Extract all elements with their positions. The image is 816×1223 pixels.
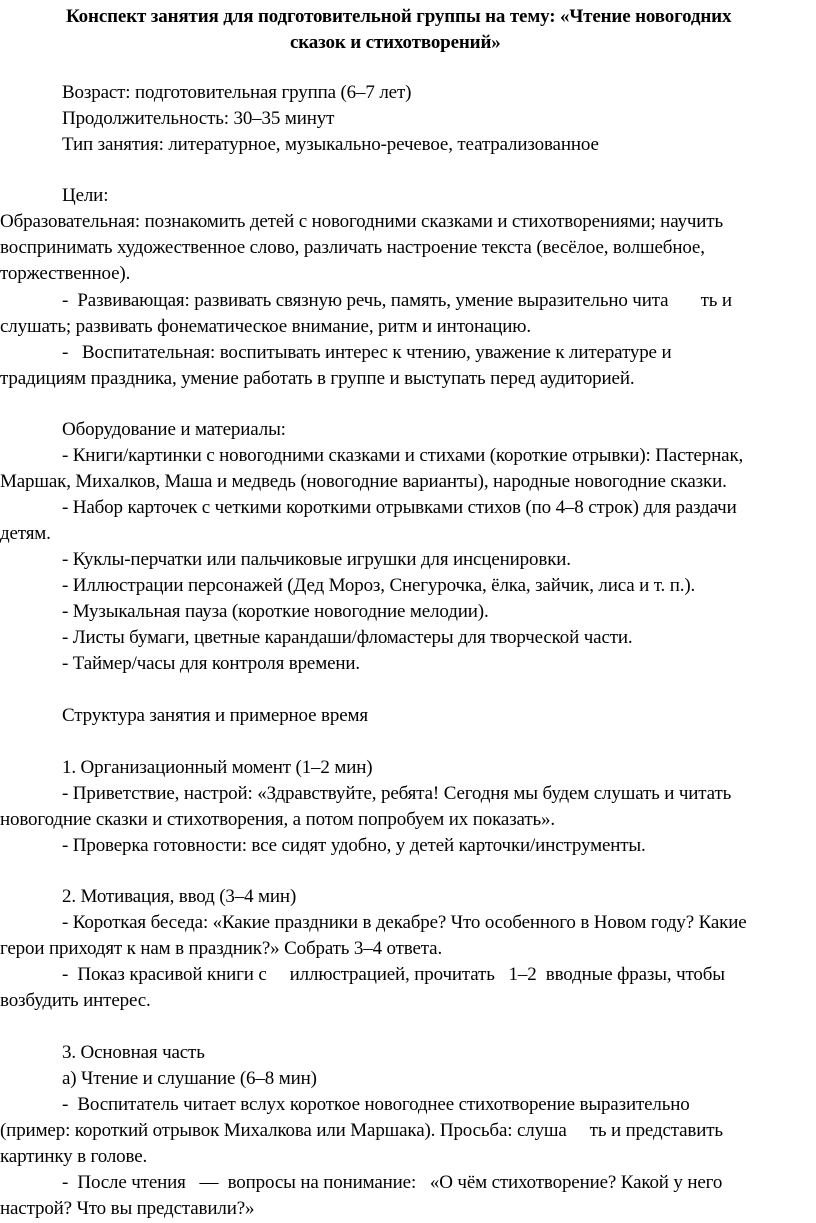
goal-developmental-line-2: слушать; развивать фонематическое внимание, ритм и интонацию. (0, 316, 531, 337)
equipment-books-line-2: Маршак, Михалков, Маша и медведь (новогодние варианты), народные новогодние сказки. (0, 471, 727, 492)
section-3-heading: 3. Основная часть (62, 1042, 205, 1063)
goal-educational-line-1: Образовательная: познакомить детей с новогодними сказками и стихотворениями; научить (0, 211, 723, 232)
section-1-greeting-line-2: новогодние сказки и стихотворения, а потом попробуем их показать». (0, 809, 555, 830)
goal-educational-line-3: торжественное). (0, 263, 131, 284)
equipment-cards-line-2: детям. (0, 523, 51, 544)
age-line: Возраст: подготовительная группа (6–7 лет) (62, 82, 412, 103)
equipment-cards-line-1: - Набор карточек с четкими короткими отрывками стихов (по 4–8 строк) для раздачи (62, 497, 737, 518)
title-line-1: Конспект занятия для подготовительной группы на тему: «Чтение новогодних (66, 6, 732, 27)
section-2-show-line-2: возбудить интерес. (0, 990, 151, 1011)
goals-heading: Цели: (62, 185, 109, 206)
equipment-puppets: - Куклы-перчатки или пальчиковые игрушки для инсценировки. (62, 549, 571, 570)
section-1-greeting-line-1: - Приветствие, настрой: «Здравствуйте, ребята! Сегодня мы будем слушать и читать (62, 783, 732, 804)
section-3a-heading: а) Чтение и слушание (6–8 мин) (62, 1068, 317, 1089)
section-3a-read-line-1: - Воспитатель читает вслух короткое новогоднее стихотворение выразительно (62, 1094, 690, 1115)
goal-educational-line-2: воспринимать художественное слово, различать настроение текста (весёлое, волшебное, (0, 237, 705, 258)
equipment-paper: - Листы бумаги, цветные карандаши/фломастеры для творческой части. (62, 627, 633, 648)
equipment-books-line-1: - Книги/картинки с новогодними сказками и стихами (короткие отрывки): Пастернак, (62, 445, 744, 466)
section-2-talk-line-1: - Короткая беседа: «Какие праздники в декабре? Что особенного в Новом году? Какие (62, 912, 747, 933)
equipment-timer: - Таймер/часы для контроля времени. (62, 653, 361, 674)
equipment-heading: Оборудование и материалы: (62, 419, 286, 440)
section-3a-after-line-2: настрой? Что вы представили?» (0, 1198, 255, 1219)
section-3a-after-line-1: - После чтения — вопросы на понимание: «О чём стихотворение? Какой у него (62, 1172, 723, 1193)
lesson-type-line: Тип занятия: литературное, музыкально-речевое, театрализованное (62, 134, 599, 155)
section-3a-read-line-2: (пример: короткий отрывок Михалкова или Маршака). Просьба: слуша ть и представить (0, 1120, 723, 1141)
equipment-illustrations: - Иллюстрации персонажей (Дед Мороз, Снегурочка, ёлка, зайчик, лиса и т. п.). (62, 575, 696, 596)
structure-heading: Структура занятия и примерное время (62, 705, 368, 726)
goal-upbringing-line-2: традициям праздника, умение работать в группе и выступать перед аудиторией. (0, 368, 635, 389)
section-3a-read-line-3: картинку в голове. (0, 1146, 148, 1167)
section-2-heading: 2. Мотивация, ввод (3–4 мин) (62, 886, 297, 907)
duration-line: Продолжительность: 30–35 минут (62, 108, 335, 129)
title-line-2: сказок и стихотворений» (290, 32, 501, 53)
section-2-talk-line-2: герои приходят к нам в праздник?» Собрать 3–4 ответа. (0, 938, 443, 959)
section-1-heading: 1. Организационный момент (1–2 мин) (62, 757, 373, 778)
section-1-check: - Проверка готовности: все сидят удобно, у детей карточки/инструменты. (62, 835, 646, 856)
section-2-show-line-1: - Показ красивой книги с иллюстрацией, прочитать 1–2 вводные фразы, чтобы (62, 964, 725, 985)
equipment-music: - Музыкальная пауза (короткие новогодние мелодии). (62, 601, 489, 622)
goal-upbringing-line-1: - Воспитательная: воспитывать интерес к чтению, уважение к литературе и (62, 342, 672, 363)
goal-developmental-line-1: - Развивающая: развивать связную речь, память, умение выразительно чита ть и (62, 290, 732, 311)
